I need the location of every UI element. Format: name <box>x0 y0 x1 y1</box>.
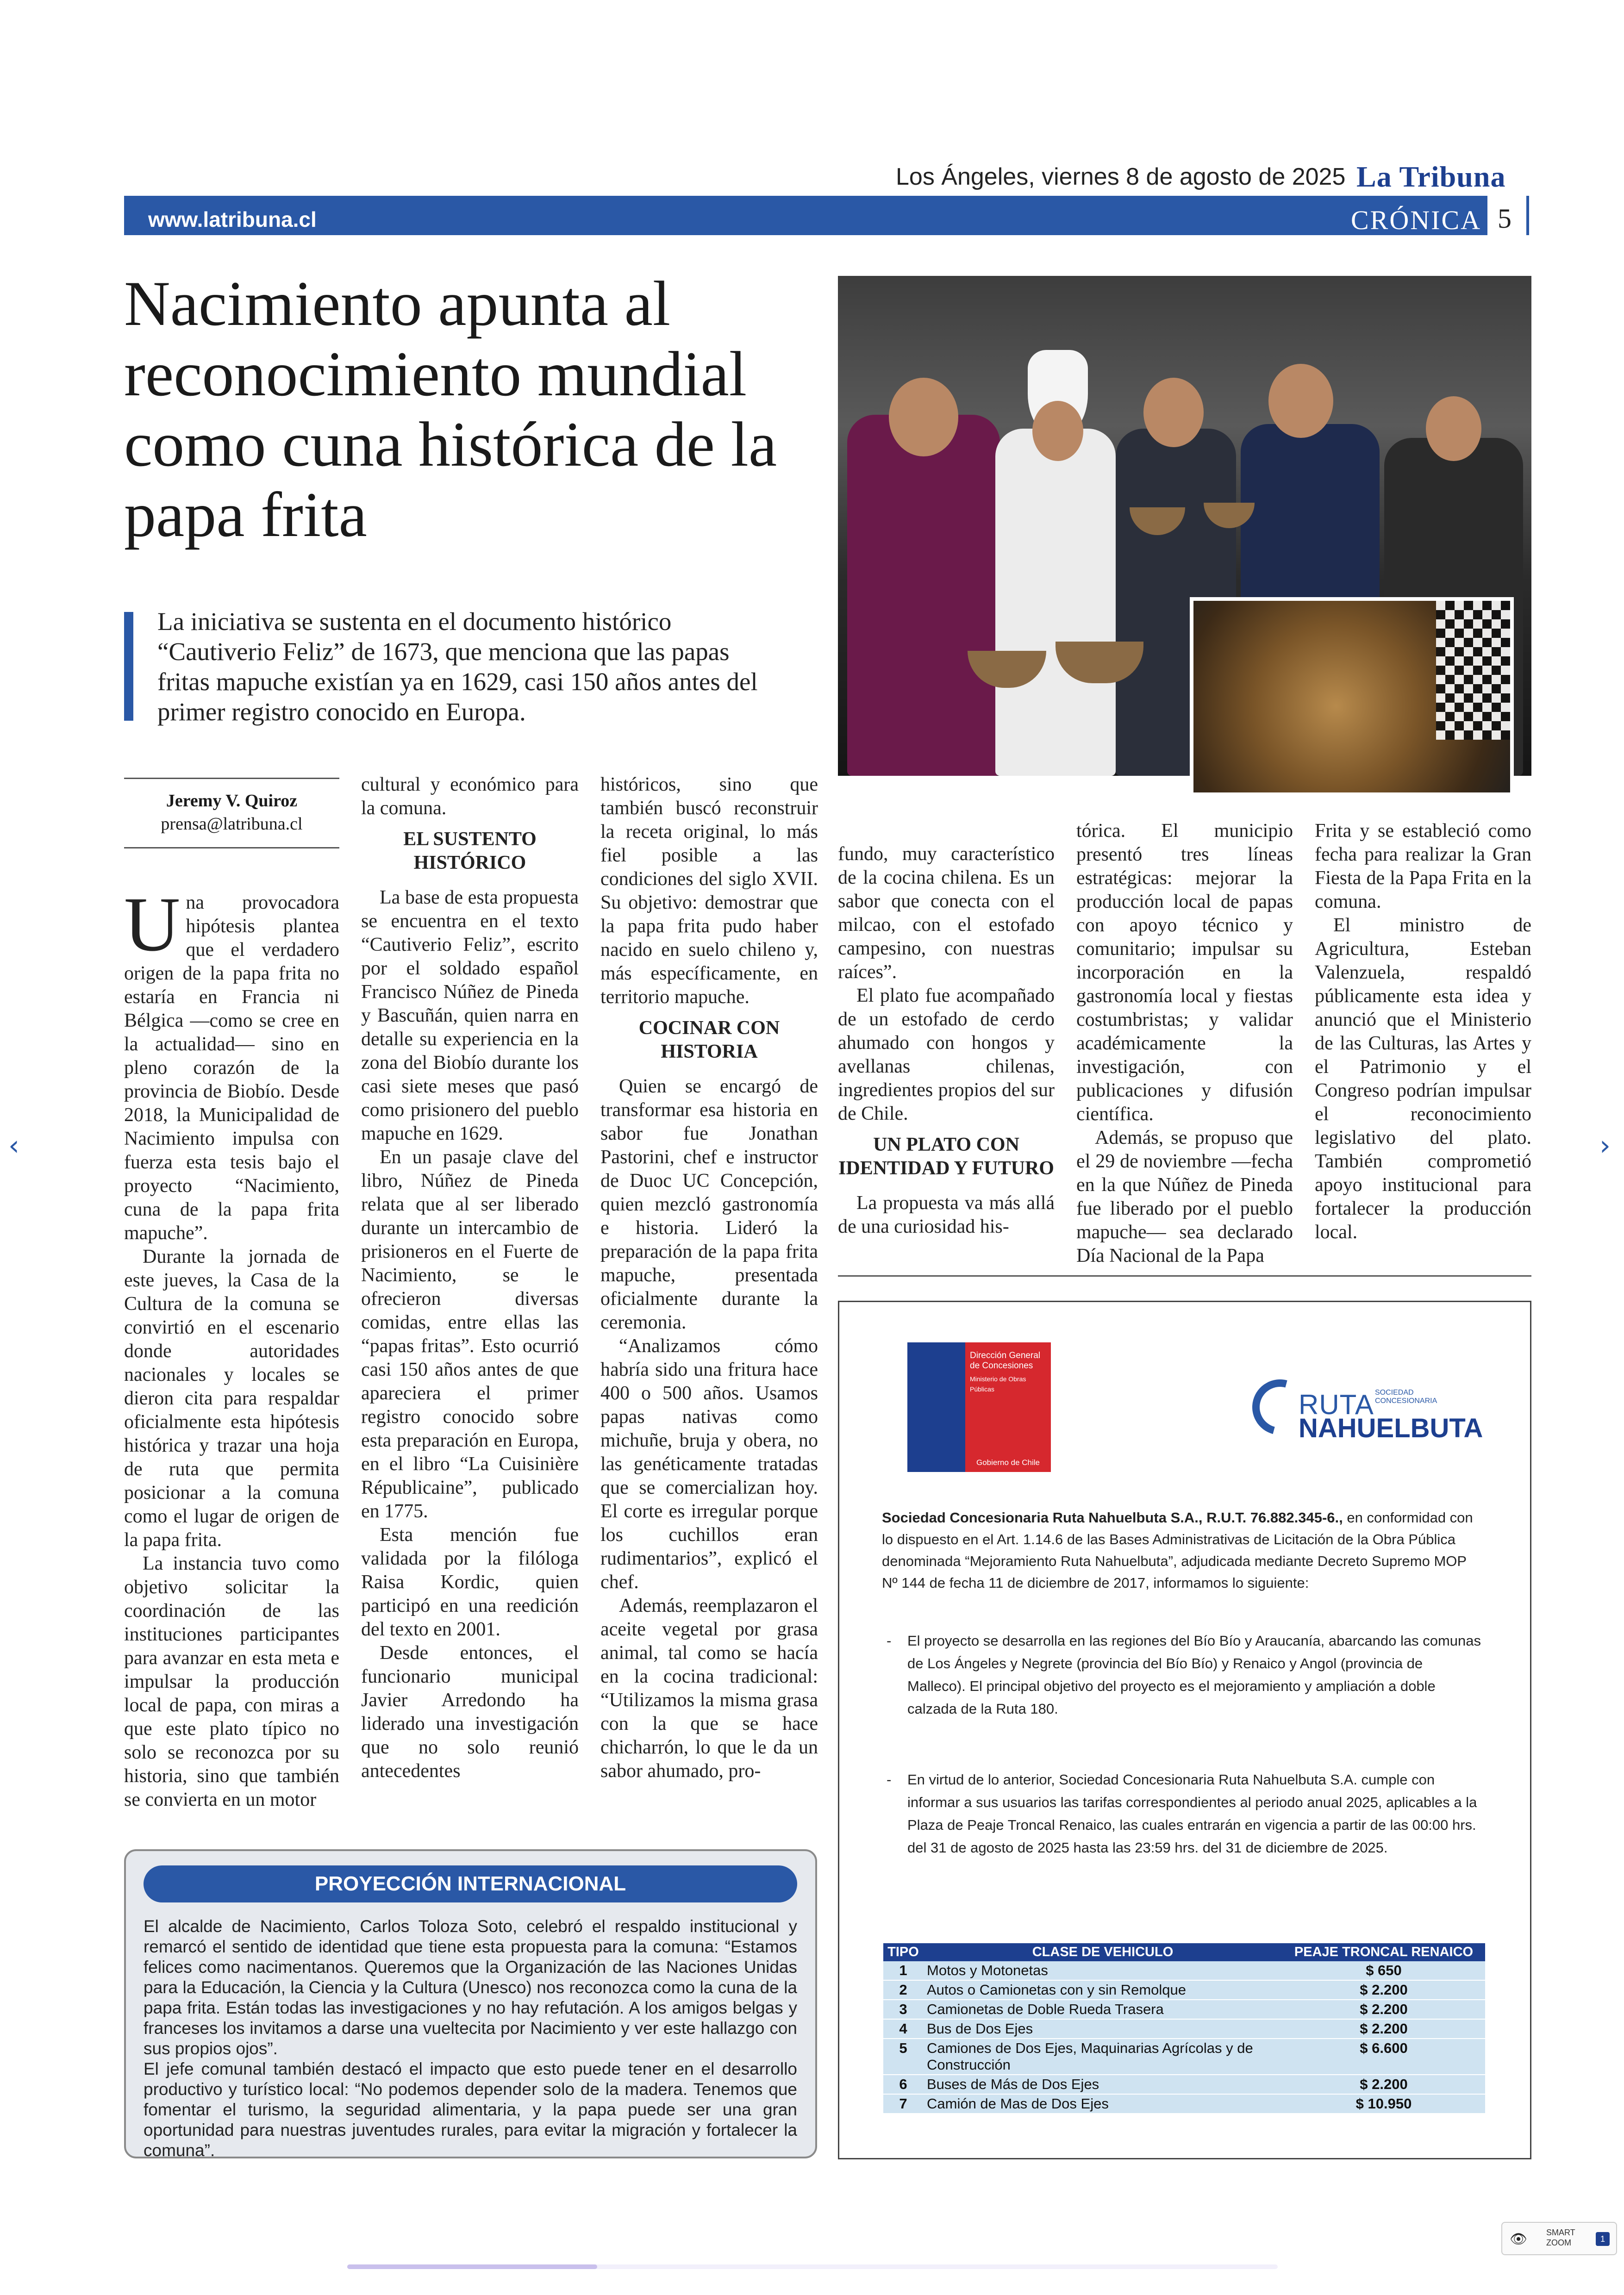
body-paragraph: La instancia tuvo como objetivo solicitar la coordinación de las instituciones participantes para avanzar en esta meta e impulsar la producción local de papa, con miras a que este plato típico no solo se reconozca por su historia, sino que también se convierta en un motor <box>124 1553 339 1810</box>
ad-intro-bold: Sociedad Concesionaria Ruta Nahuelbuta S.A., R.U.T. 76.882.345-6., <box>882 1509 1343 1526</box>
body-paragraph: La propuesta va más allá de una curiosidad his- <box>838 1192 1055 1237</box>
body-paragraph: El plato fue acompañado de un estofado de cerdo ahumado con hongos y avellanas chilenas, ingredientes propios del sur de Chile. <box>838 985 1055 1124</box>
body-paragraph: na provocadora hipótesis plantea que el verdadero origen de la papa frita no estaría en Francia ni Bélgica —como se cree en la actualidad— sino en pleno corazón de la provincia de Biobío. Desde 2018, la Municipalidad de Nacimiento impulsa con fuerza esta tesis bajo el proyecto “Nacimiento, cuna de la papa frita mapuche”. <box>124 892 339 1244</box>
body-paragraph: Desde entonces, el funcionario municipal Javier Arredondo ha liderado una investigación que no solo reunió antecedentes <box>361 1642 579 1782</box>
ruta-subtitle: SOCIEDAD CONCESIONARIA <box>1375 1389 1437 1405</box>
body-paragraph: Además, reemplazaron el aceite vegetal por grasa animal, tal como se hacía en la cocina tradicional: “Utilizamos la misma grasa con la que se hace chicharrón, lo que le da un sabor ahumado, pro- <box>600 1595 818 1782</box>
site-url[interactable]: www.latribuna.cl <box>148 207 317 231</box>
clase-cell: Camión de Mas de Dos Ejes <box>923 2094 1282 2114</box>
body-paragraph: La base de esta propuesta se encuentra en el texto “Cautiverio Feliz”, escrito por el soldado español Francisco Núñez de Pineda y Bascuñán, quien narra en detalle su experiencia en la zona del Biobío durante los casi siete meses que pasó como prisionero del pueblo mapuche en 1629. <box>361 887 579 1144</box>
zoom-badge: 1 <box>1596 2232 1610 2246</box>
sidebar-paragraph: El alcalde de Nacimiento, Carlos Toloza Soto, celebró el respaldo institucional y remarcó el sentido de identidad que tiene esta propuesta para la comuna: “Estamos felices como nacimentanos. Queremos que la Organización de las Naciones Unidas para la Educación, la Ciencia y la Cultura (Unesco) nos reconozca como la cuna de la papa frita. Están todas las investigaciones y no hay refutación. A los amigos belgas y franceses los invitamos a darse una vueltecita por Nacimiento y ver este hallazgo con sus propios ojos”. <box>144 1917 797 2058</box>
column-divider <box>838 1275 1531 1277</box>
tipo-cell: 6 <box>883 2075 923 2094</box>
tipo-cell: 7 <box>883 2094 923 2114</box>
mop-logo <box>907 1342 1051 1472</box>
table-row <box>883 1961 1485 1980</box>
table-row <box>883 2019 1485 2039</box>
tipo-cell: 4 <box>883 2019 923 2039</box>
sidebar-paragraph: El jefe comunal también destacó el impacto que esto puede tener en el desarrollo productivo y turístico local: “No podemos depender solo de la madera. Tenemos que fomentar el turismo, la seguridad alimentaria, y la papa puede ser una gran oportunidad para nuestras juventudes rurales, para evitar la migración y fortalecer la comuna”. <box>144 2059 797 2160</box>
tipo-cell: 2 <box>883 1980 923 2000</box>
clase-cell: Buses de Más de Dos Ejes <box>923 2075 1282 2094</box>
eye-icon: 👁 <box>1510 2231 1528 2247</box>
tipo-cell: 3 <box>883 2000 923 2019</box>
table-row <box>883 1980 1485 2000</box>
ad-intro <box>882 1507 1484 1594</box>
price-cell: $ 2.200 <box>1282 2075 1485 2094</box>
article-column-1 <box>124 881 339 1812</box>
body-paragraph: Frita y se estableció como fecha para realizar la Gran Fiesta de la Papa Frita en la comuna. <box>1315 820 1531 912</box>
dateline: Los Ángeles, viernes 8 de agosto de 2025 <box>896 163 1346 190</box>
ad-bullet-text: En virtud de lo anterior, Sociedad Concesionaria Ruta Nahuelbuta S.A. cumple con informar a sus usuarios las tarifas correspondientes al periodo anual 2025, aplicables a la Plaza de Peaje Troncal Renaico, las cuales entrarán en vigencia a partir de las 00:00 hrs. del 31 de agosto de 2025 hasta las 23:59 hrs. del 31 de diciembre de 2025. <box>907 1771 1477 1856</box>
chevron-right-icon[interactable]: › <box>1599 1129 1611 1162</box>
body-paragraph: “Analizamos cómo habría sido una fritura hace 400 o 500 años. Usamos papas nativas como michuñe, bruja y obera, no las genéticamente tratadas que se comercializan hoy. El corte es irregular porque los cuchillos eran rudimentarios”, explicó el chef. <box>600 1335 818 1593</box>
mop-title: Dirección General de Concesiones <box>970 1351 1041 1371</box>
clase-cell: Motos y Motonetas <box>923 1961 1282 1980</box>
bullet-dash: - <box>887 1771 892 1788</box>
toll-table <box>883 1943 1485 2114</box>
table-row <box>883 2039 1485 2075</box>
subheading: COCINAR CON HISTORIA <box>638 1017 780 1062</box>
price-cell: $ 2.200 <box>1282 2000 1485 2019</box>
section-label: CRÓNICA <box>1351 205 1482 235</box>
article-column-2 <box>361 773 579 1783</box>
drop-cap: U <box>124 881 181 967</box>
checkered-tray <box>1436 601 1510 740</box>
tipo-cell: 1 <box>883 1961 923 1980</box>
mop-footer: Gobierno de Chile <box>976 1458 1040 1467</box>
body-paragraph: Durante la jornada de este jueves, la Casa de la Cultura de la comuna se convirtió en el escenario donde autoridades nacionales y locales se dieron cita para respaldar oficialmente esta hipótesis histórica y trazar una hoja de ruta que permita posicionar a la comuna como el lugar de origen de la papa frita. <box>124 1246 339 1551</box>
price-cell: $ 2.200 <box>1282 2019 1485 2039</box>
article-column-3 <box>600 773 818 1783</box>
byline-rule-bottom <box>124 847 339 848</box>
table-row <box>883 2075 1485 2094</box>
body-paragraph: En un pasaje clave del libro, Núñez de Pineda relata que al ser liberado durante un intercambio de prisioneros en el Fuerte de Nacimiento, se le ofrecieron diversas comidas, entre ellas las “papas fritas”. Esto ocurrió casi 150 años antes de que apareciera el primer registro conocido sobre esta preparación en Europa, en el libro “La Cuisinière Républicaine”, publicado en 1775. <box>361 1147 579 1522</box>
lead-paragraph: La iniciativa se sustenta en el documento histórico “Cautiverio Feliz” de 1673, que menciona que las papas fritas mapuche existían ya en 1629, casi 150 años antes del primer registro conocido en Europa. <box>157 607 758 726</box>
smart-zoom-label: SMART ZOOM <box>1546 2228 1575 2247</box>
bullet-dash: - <box>887 1633 892 1649</box>
toll-table-header <box>883 1943 1485 1961</box>
page-number: 5 <box>1498 203 1512 234</box>
body-paragraph: Esta mención fue validada por la filóloga Raisa Kordic, quien participó en una reedición del texto en 2001. <box>361 1524 579 1640</box>
body-paragraph: cultural y económico para la comuna. <box>361 774 579 819</box>
byline-rule-top <box>124 778 339 779</box>
ad-bullet-2 <box>887 1768 1484 1859</box>
body-paragraph: históricos, sino que también buscó reconstruir la receta original, lo más fiel posible a las condiciones del siglo XVII. Su objetivo: demostrar que la papa frita pudo haber nacido en suelo chileno y, más específicamente, en territorio mapuche. <box>600 774 818 1008</box>
newspaper-logo: La Tribuna <box>1356 160 1506 193</box>
chile-shield-icon <box>907 1342 965 1472</box>
sidebar-title: PROYECCIÓN INTERNACIONAL <box>144 1865 797 1902</box>
body-paragraph: fundo, muy característico de la cocina chilena. Es un sabor que conecta con el milcao, con el estofado campesino, con nuestras raíces”. <box>838 843 1055 983</box>
article-column-5 <box>1076 819 1293 1268</box>
clase-cell: Camionetas de Doble Rueda Trasera <box>923 2000 1282 2019</box>
headline: Nacimiento apunta al reconocimiento mundial como cuna histórica de la papa frita <box>124 268 777 550</box>
subheading: UN PLATO CON IDENTIDAD Y FUTURO <box>838 1134 1054 1179</box>
fries-inset-photo <box>1190 597 1514 796</box>
price-cell: $ 6.600 <box>1282 2039 1485 2075</box>
ad-bullet-1 <box>887 1629 1484 1720</box>
ad-intro-rest: en conformidad con lo dispuesto en el Art. 1.14.6 de las Bases Administrativas de Licitación de la Obra Pública denominada “Mejoramiento Ruta Nahuelbuta”, adjudicada mediante Decreto Supremo MOP Nº 144 de fecha 11 de diciembre de 2017, informamos lo siguiente: <box>882 1509 1473 1591</box>
scrollbar-thumb[interactable] <box>347 2264 597 2269</box>
lead-accent-bar <box>124 612 133 721</box>
clase-cell: Autos o Camionetas con y sin Remolque <box>923 1980 1282 2000</box>
header-bar <box>124 196 1487 235</box>
smart-zoom-button[interactable] <box>1501 2222 1617 2255</box>
body-paragraph: Quien se encargó de transformar esa historia en sabor fue Jonathan Pastorini, chef e instructor de Duoc UC Concepción, quien mezcló gastronomía e historia. Lideró la preparación de la papa frita mapuche, presentada oficialmente durante la ceremonia. <box>600 1076 818 1333</box>
article-column-6 <box>1315 819 1531 1244</box>
table-row <box>883 2000 1485 2019</box>
subheading: EL SUSTENTO HISTÓRICO <box>403 829 537 873</box>
table-row <box>883 2094 1485 2114</box>
byline-author: Jeremy V. Quiroz <box>166 791 298 811</box>
ruta-nahuelbuta-logo <box>1252 1370 1483 1444</box>
col-header-tipo: TIPO <box>883 1943 923 1961</box>
ad-bullet-text: El proyecto se desarrolla en las regiones del Bío Bío y Araucanía, abarcando las comunas de Los Ángeles y Negrete (provincia del Bío Bío) y Renaico y Angol (provincia de Malleco). El principal objetivo del proyecto es el mejoramiento y ampliación a doble calzada de la Ruta 180. <box>907 1633 1481 1717</box>
body-paragraph: tórica. El municipio presentó tres líneas estratégicas: mejorar la producción local de papas con apoyo técnico y comunitario; impulsar su incorporación en la gastronomía local y fiestas costumbristas; y validar académicamente la investigación, con publicaciones y difusión científica. <box>1076 820 1293 1125</box>
col-header-clase: CLASE DE VEHICULO <box>923 1943 1282 1961</box>
ruta-word: RUTA <box>1299 1389 1374 1420</box>
tipo-cell: 5 <box>883 2039 923 2075</box>
price-cell: $ 650 <box>1282 1961 1485 1980</box>
price-cell: $ 2.200 <box>1282 1980 1485 2000</box>
body-paragraph: El ministro de Agricultura, Esteban Valenzuela, respaldó públicamente esta idea y anunció que el Ministerio de las Culturas, las Artes y el Patrimonio y el Congreso podrían impulsar el reconocimiento legislativo del plato. También comprometió apoyo institucional para fortalecer la producción local. <box>1315 915 1531 1243</box>
clase-cell: Bus de Dos Ejes <box>923 2019 1282 2039</box>
ruta-main-word: NAHUELBUTA <box>1299 1413 1483 1443</box>
chevron-left-icon[interactable]: ‹ <box>8 1129 19 1162</box>
sidebar-text <box>144 1916 797 2161</box>
article-column-4 <box>838 842 1055 1239</box>
mop-subtitle: Ministerio de Obras Públicas <box>970 1375 1026 1393</box>
clase-cell: Camiones de Dos Ejes, Maquinarias Agrícolas y de Construcción <box>923 2039 1282 2075</box>
byline-email[interactable]: prensa@latribuna.cl <box>161 814 303 834</box>
col-header-peaje: PEAJE TRONCAL RENAICO <box>1282 1943 1485 1961</box>
body-paragraph: Además, se propuso que el 29 de noviembre —fecha en la que Núñez de Pineda fue liberado por el pueblo mapuche— sea declarado Día Nacional de la Papa <box>1076 1127 1293 1266</box>
price-cell: $ 10.950 <box>1282 2094 1485 2114</box>
